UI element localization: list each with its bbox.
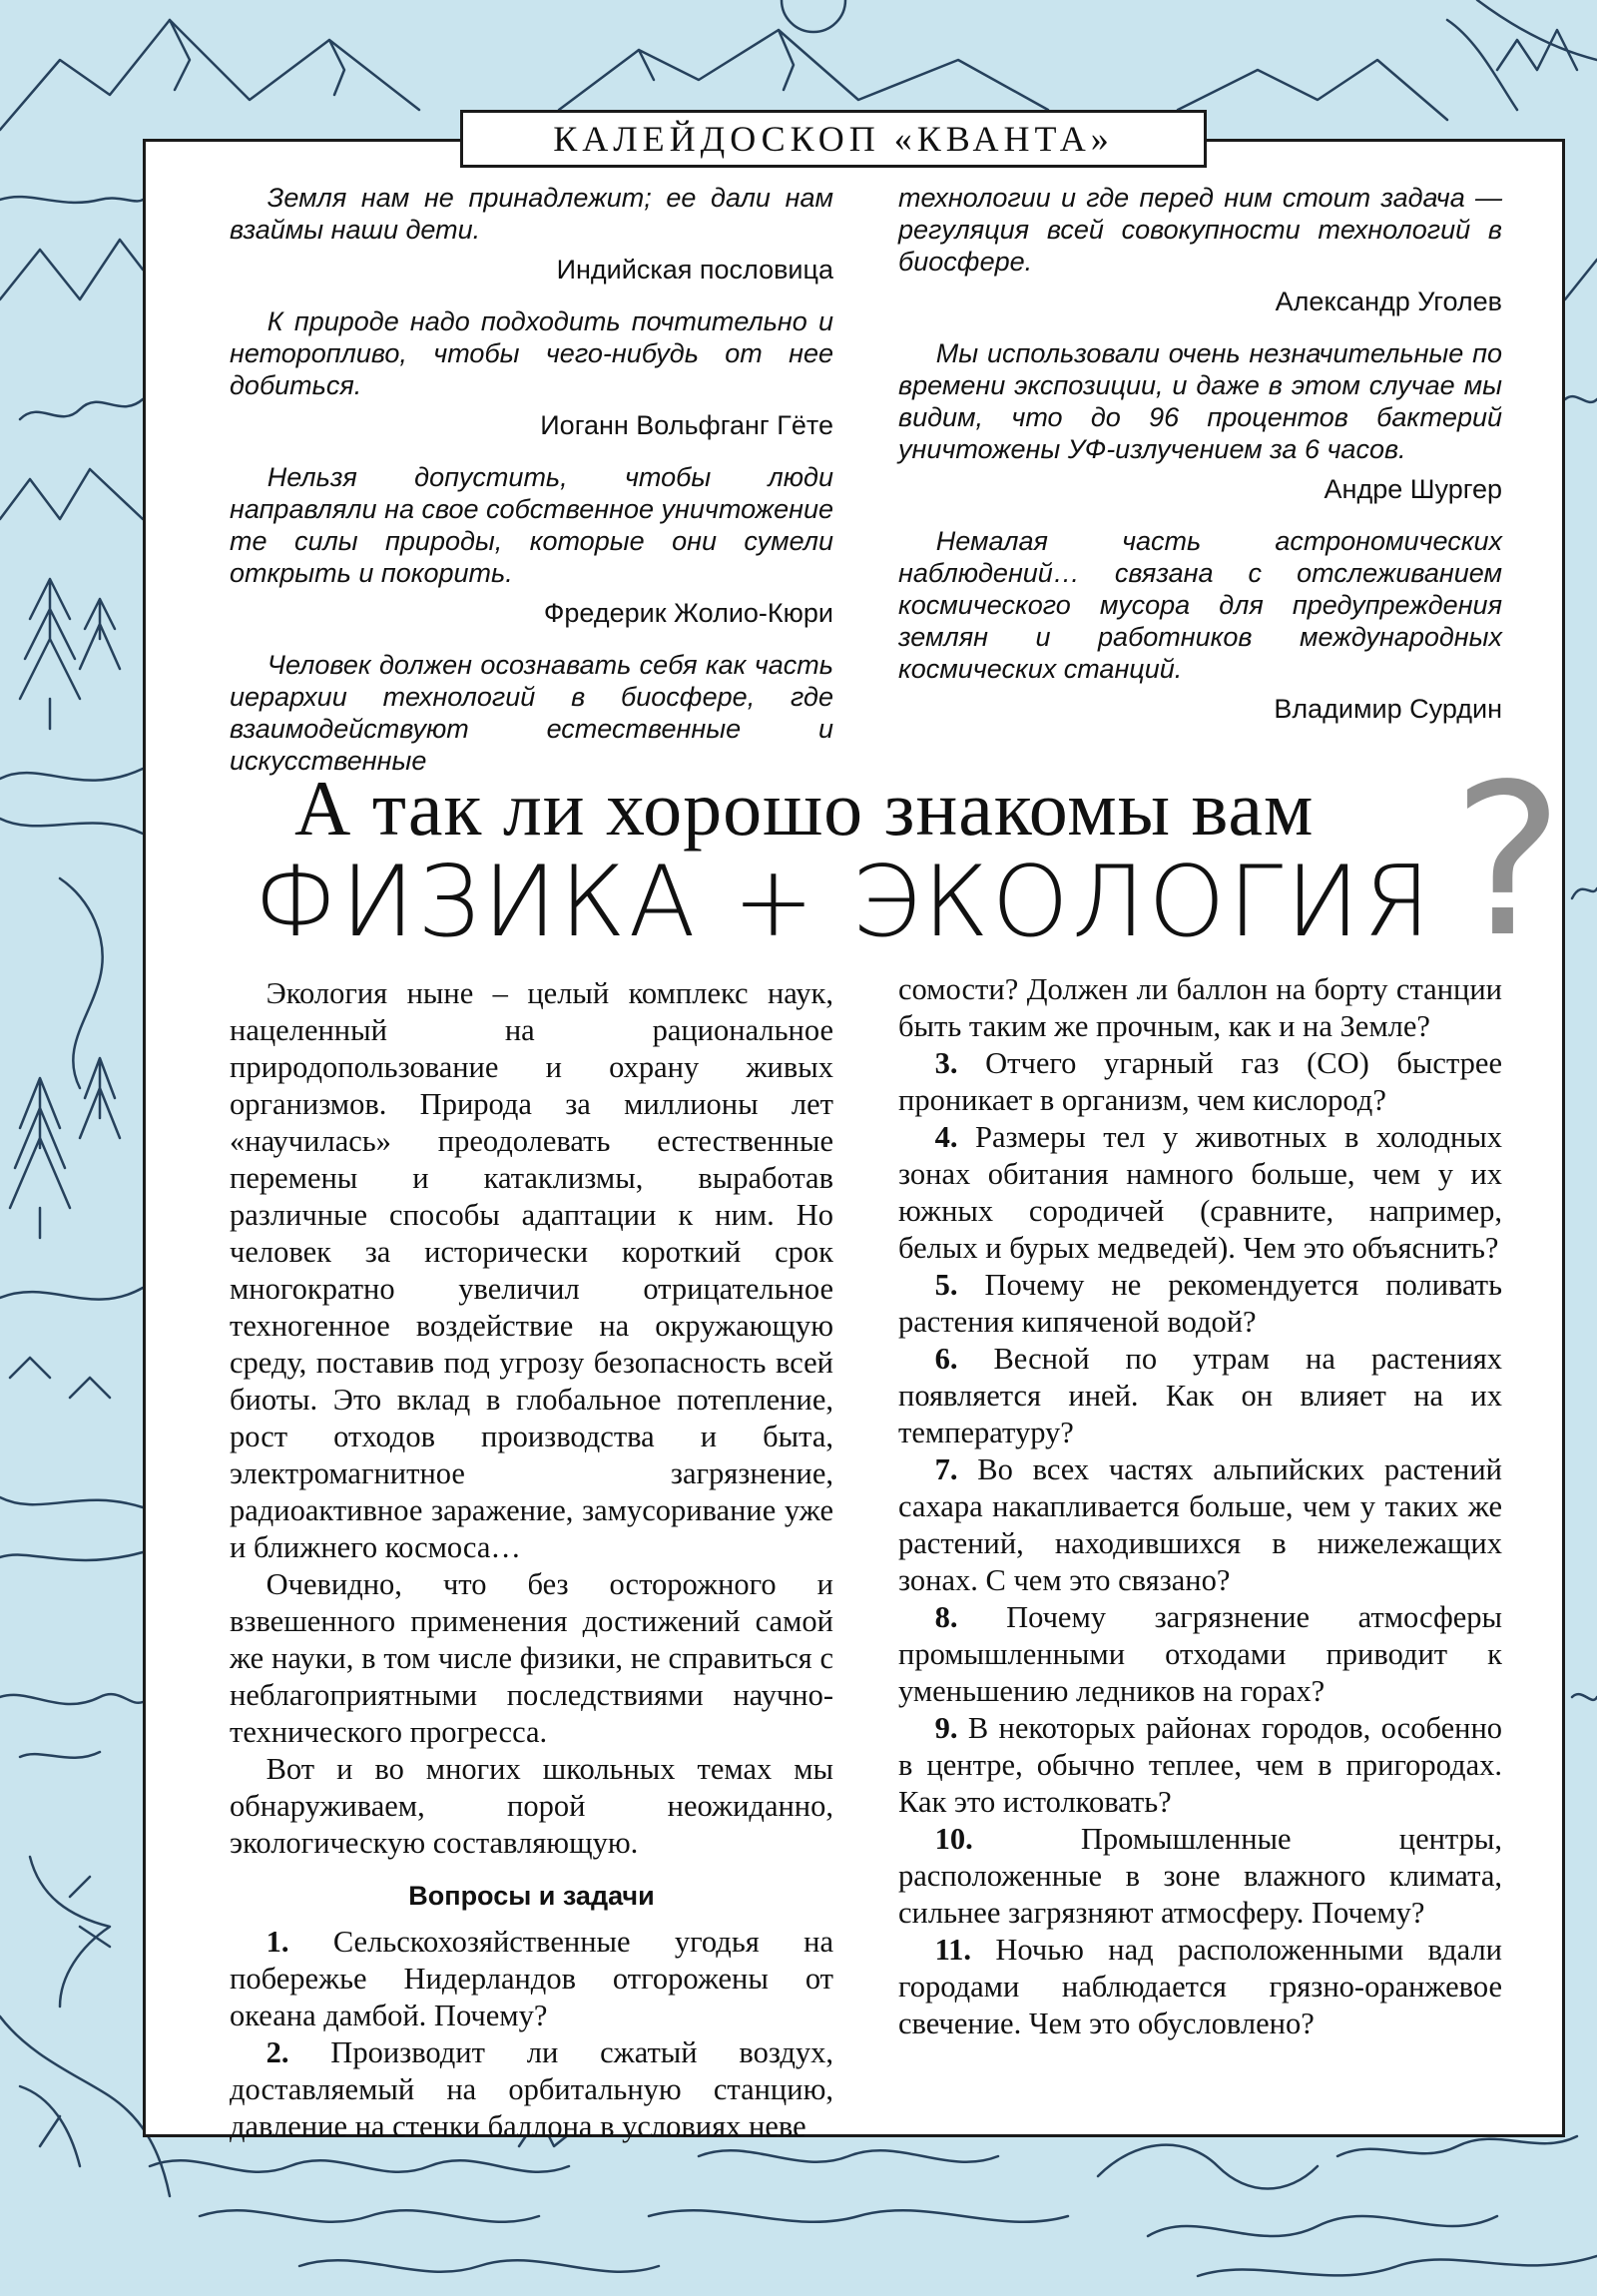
intro-paragraph: Экология ныне – целый комплекс наук, нацеленный на рациональное природопользование и охрану живых организмов. Природа за миллионы лет «научилась» преодолевать естественные перемены и катаклизмы, выработав различные способы адаптации к ним. Но человек за исторически короткий срок многократно увеличил отрицательное техногенное воздействие на окружающую среду, поставив под угрозу безопасность всей биоты. Это вклад в глобальное потепление, рост отходов производства и быта, электромагнитное загрязнение, радиоактивное заражение, замусоривание уже и ближнего космоса… (230, 976, 833, 1564)
questions-heading: Вопросы и задачи (408, 1881, 655, 1911)
question-number: 2. (266, 2035, 289, 2069)
epigraph-author: Александр Уголев (1275, 287, 1502, 316)
body-right-column (898, 971, 1502, 2042)
question-item (230, 2034, 833, 2145)
epigraphs-left-column (230, 182, 833, 777)
question-number: 9. (934, 1711, 958, 1745)
question-text: Промышленные центры, расположенные в зоне влажного климата, сильнее загрязняют атмосферу. Почему? (898, 1822, 1502, 1930)
question-item (898, 1267, 1502, 1341)
epigraphs-right-column (898, 182, 1502, 745)
epigraph-quote: Нельзя допустить, чтобы люди направляли на свое собственное уничтожение те силы природы, которые они сумели открыть и покорить. (230, 462, 833, 588)
epigraph-author: Фредерик Жолио-Кюри (543, 598, 833, 628)
question-text: Отчего угарный газ (СО) быстрее проникает в организм, чем кислород? (898, 1046, 1502, 1117)
question-item (898, 1119, 1502, 1267)
intro-paragraph: Очевидно, что без осторожного и взвешенного применения достижений самой же науки, в том числе физики, не справиться с неблагоприятными последствиями научно-технического прогресса. (230, 1567, 833, 1749)
question-text: В некоторых районах городов, особенно в центре, обычно теплее, чем в пригородах. Как это истолковать? (898, 1711, 1503, 1819)
epigraph-author: Иоганн Вольфганг Гёте (540, 410, 833, 440)
epigraph-quote: Мы использовали очень незначительные по времени экспозиции, и даже в этом случае мы видим, что до 96 процентов бактерий уничтожены УФ-излучением за 6 часов. (898, 338, 1502, 464)
question-item (898, 1451, 1502, 1599)
epigraph-author: Владимир Сурдин (1274, 694, 1502, 724)
question-item (898, 1045, 1502, 1119)
question-number: 7. (934, 1452, 958, 1486)
epigraph-quote: Немалая часть астрономических наблюдений… связана с отслеживанием космического мусора для предупреждения землян и работников международных космических станций. (898, 526, 1502, 684)
question-number: 5. (934, 1268, 958, 1302)
epigraph-quote: К природе надо подходить почтительно и неторопливо, чтобы чего-нибудь от нее добиться. (230, 306, 833, 400)
section-heading-text: КАЛЕЙДОСКОП «КВАНТА» (553, 119, 1114, 159)
question-item (898, 1710, 1502, 1821)
question-number: 11. (934, 1933, 972, 1967)
question-mark-decoration: ? (1452, 739, 1564, 983)
question-item (230, 1924, 833, 2034)
question-text: Ночью над расположенными вдали городами наблюдается грязно-оранжевое свечение. Чем это обусловлено? (898, 1933, 1502, 2040)
question-continuation: сомости? Должен ли баллон на борту станции быть таким же прочным, как и на Земле? (898, 972, 1502, 1043)
question-item (898, 1932, 1502, 2042)
question-number: 10. (934, 1822, 973, 1856)
epigraph-author: Андре Шургер (1324, 474, 1502, 504)
article-title-line1: А так ли хорошо знакомы вам (294, 765, 1315, 852)
epigraph-quote: Земля нам не принадлежит; ее дали нам взаймы наши дети. (230, 183, 833, 245)
question-text: Почему не рекомендуется поливать растения кипяченой водой? (898, 1268, 1502, 1339)
epigraph-quote: технологии и где перед ним стоит задача — регуляция всей совокупности технологий в биосфере. (898, 183, 1502, 277)
question-text: Сельскохозяйственные угодья на побережье Нидерландов отгорожены от океана дамбой. Почему? (230, 1925, 833, 2032)
question-number: 1. (266, 1925, 289, 1959)
question-number: 8. (934, 1600, 958, 1634)
article-title-line2: ФИЗИКА + ЭКОЛОГИЯ (254, 846, 1434, 959)
question-text: Во всех частях альпийских растений сахара накапливается больше, чем у таких же растений, находившихся в нижележащих зонах. С чем это связано? (898, 1452, 1503, 1597)
question-item (898, 1599, 1502, 1710)
section-heading (460, 110, 1207, 168)
question-item (898, 1821, 1502, 1932)
question-item (898, 1341, 1502, 1451)
question-number: 4. (934, 1120, 958, 1154)
body-left-column (230, 975, 833, 2145)
question-text: Производит ли сжатый воздух, доставляемый на орбитальную станцию, давление на стенки баллона в условиях неве (230, 2035, 834, 2143)
question-number: 3. (934, 1046, 958, 1080)
question-text: Почему загрязнение атмосферы промышленными отходами приводит к уменьшению ледников на горах? (898, 1600, 1503, 1708)
intro-paragraph: Вот и во многих школьных темах мы обнаруживаем, порой неожиданно, экологическую составляющую. (230, 1752, 833, 1860)
question-number: 6. (934, 1342, 958, 1376)
epigraph-quote: Человек должен осознавать себя как часть иерархии технологий в биосфере, где взаимодействуют естественные и искусственные (230, 650, 833, 776)
epigraph-author: Индийская пословица (556, 255, 833, 285)
question-text: Размеры тел у животных в холодных зонах обитания намного больше, чем у их южных сородичей (сравните, например, белых и бурых медведей). Чем это объяснить? (898, 1120, 1503, 1265)
question-text: Весной по утрам на растениях появляется иней. Как он влияет на их температуру? (898, 1342, 1502, 1449)
